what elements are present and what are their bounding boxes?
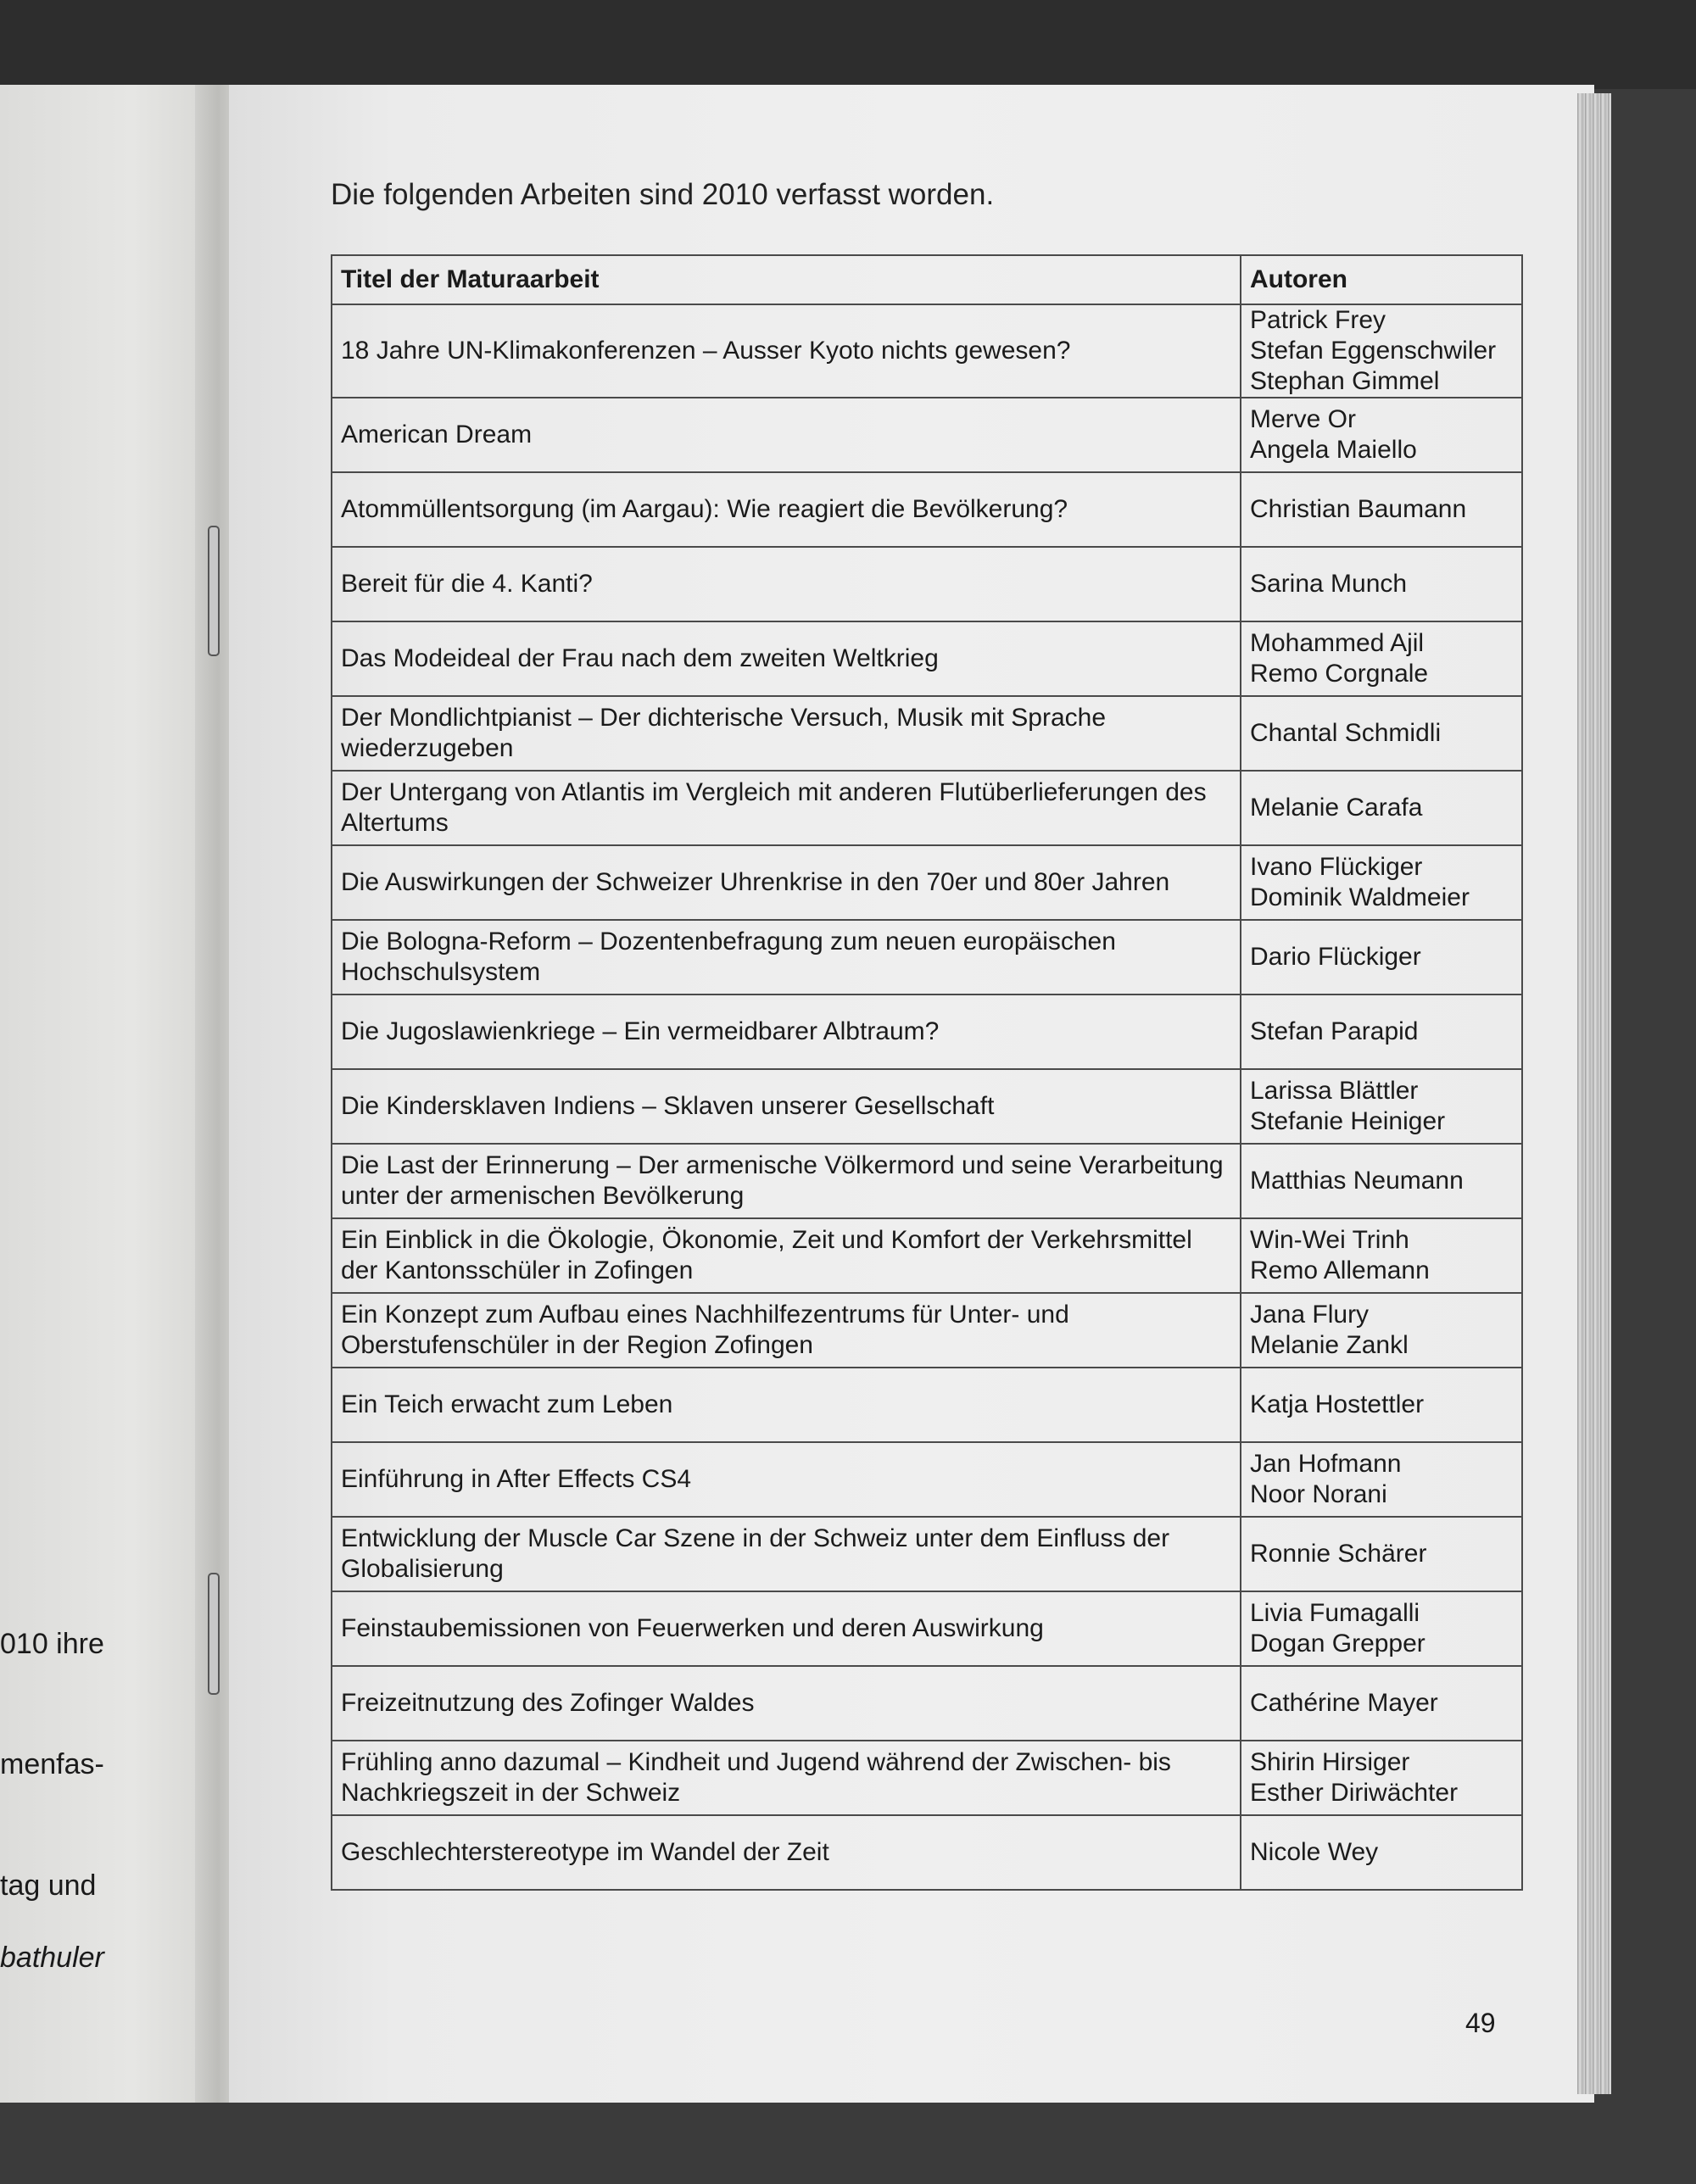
work-title: Die Last der Erinnerung – Der armenische Völkermord und seine Verarbeitung unter der armenischen Bevölkerung: [332, 1144, 1241, 1218]
table-row: [332, 1293, 1522, 1368]
author-name: Stefan Parapid: [1250, 1017, 1419, 1045]
table-row: [332, 994, 1522, 1069]
author-name: Livia Fumagalli: [1250, 1599, 1420, 1627]
work-title: American Dream: [332, 398, 1241, 472]
author-name: Melanie Carafa: [1250, 794, 1423, 822]
staple: [208, 526, 220, 656]
work-authors: [1241, 1591, 1522, 1666]
author-name: Shirin Hirsiger: [1250, 1748, 1410, 1776]
table-row: [332, 547, 1522, 621]
work-title: Entwicklung der Muscle Car Szene in der Schweiz unter dem Einfluss der Globalisierung: [332, 1517, 1241, 1591]
table-row: [332, 472, 1522, 547]
author-name: Win-Wei Trinh: [1250, 1226, 1409, 1254]
left-page-fragment: 010 ihre: [0, 1628, 104, 1660]
author-name: Mohammed Ajil: [1250, 629, 1425, 657]
work-title: Die Auswirkungen der Schweizer Uhrenkrise in den 70er und 80er Jahren: [332, 845, 1241, 920]
staple: [208, 1573, 220, 1695]
page-number: 49: [1465, 2008, 1496, 2038]
author-name: Sarina Munch: [1250, 570, 1408, 598]
page-edge: [1577, 93, 1611, 2094]
table-row: [332, 920, 1522, 994]
work-title: Freizeitnutzung des Zofinger Waldes: [332, 1666, 1241, 1741]
author-name: Angela Maiello: [1250, 436, 1417, 464]
work-title: Die Jugoslawienkriege – Ein vermeidbarer Albtraum?: [332, 994, 1241, 1069]
work-title: Ein Teich erwacht zum Leben: [332, 1368, 1241, 1442]
work-title: Frühling anno dazumal – Kindheit und Jugend während der Zwischen- bis Nachkriegszeit in der Schweiz: [332, 1741, 1241, 1815]
work-authors: [1241, 1666, 1522, 1741]
author-name: Stefanie Heiniger: [1250, 1107, 1446, 1135]
work-title: Der Mondlichtpianist – Der dichterische Versuch, Musik mit Sprache wiederzugeben: [332, 696, 1241, 771]
works-table: [331, 254, 1523, 1891]
work-title: Feinstaubemissionen von Feuerwerken und deren Auswirkung: [332, 1591, 1241, 1666]
work-title: Geschlechterstereotype im Wandel der Zeit: [332, 1815, 1241, 1890]
table-row: [332, 1218, 1522, 1293]
intro-text: Die folgenden Arbeiten sind 2010 verfasst worden.: [331, 178, 995, 211]
work-authors: [1241, 1741, 1522, 1815]
author-name: Esther Diriwächter: [1250, 1779, 1459, 1807]
table-row: [332, 398, 1522, 472]
author-name: Jana Flury: [1250, 1301, 1370, 1329]
work-title: Atommüllentsorgung (im Aargau): Wie reagiert die Bevölkerung?: [332, 472, 1241, 547]
author-name: Chantal Schmidli: [1250, 719, 1442, 747]
author-name: Larissa Blättler: [1250, 1077, 1419, 1105]
work-authors: [1241, 771, 1522, 845]
work-authors: [1241, 304, 1522, 398]
header-title: Titel der Maturaarbeit: [332, 255, 1241, 304]
author-name: Jan Hofmann: [1250, 1450, 1402, 1478]
table-header-row: [332, 255, 1522, 304]
work-title: Ein Konzept zum Aufbau eines Nachhilfezentrums für Unter- und Oberstufenschüler in der Region Zofingen: [332, 1293, 1241, 1368]
table-row: [332, 304, 1522, 398]
table-row: [332, 1368, 1522, 1442]
work-authors: [1241, 398, 1522, 472]
work-authors: [1241, 621, 1522, 696]
table-row: [332, 1591, 1522, 1666]
work-title: Das Modeideal der Frau nach dem zweiten Weltkrieg: [332, 621, 1241, 696]
author-name: Stephan Gimmel: [1250, 367, 1440, 395]
work-title: Die Kindersklaven Indiens – Sklaven unserer Gesellschaft: [332, 1069, 1241, 1144]
work-authors: [1241, 1293, 1522, 1368]
author-name: Cathérine Mayer: [1250, 1689, 1438, 1717]
table-row: [332, 1815, 1522, 1890]
work-authors: [1241, 1442, 1522, 1517]
table-row: [332, 621, 1522, 696]
author-name: Dominik Waldmeier: [1250, 883, 1470, 911]
left-page-fragment: menfas-: [0, 1748, 104, 1780]
scan-background-top: [0, 0, 1696, 89]
left-page-fragment: bathuler: [0, 1942, 104, 1974]
author-name: Dario Flückiger: [1250, 943, 1421, 971]
work-authors: [1241, 472, 1522, 547]
work-title: 18 Jahre UN-Klimakonferenzen – Ausser Kyoto nichts gewesen?: [332, 304, 1241, 398]
table-row: [332, 1517, 1522, 1591]
table-row: [332, 1442, 1522, 1517]
work-title: Die Bologna-Reform – Dozentenbefragung zum neuen europäischen Hochschulsystem: [332, 920, 1241, 994]
work-authors: [1241, 547, 1522, 621]
author-name: Remo Corgnale: [1250, 660, 1429, 688]
author-name: Ronnie Schärer: [1250, 1540, 1427, 1568]
author-name: Stefan Eggenschwiler: [1250, 337, 1497, 365]
work-authors: [1241, 696, 1522, 771]
work-title: Der Untergang von Atlantis im Vergleich mit anderen Flutüberlieferungen des Altertums: [332, 771, 1241, 845]
author-name: Dogan Grepper: [1250, 1630, 1425, 1658]
author-name: Remo Allemann: [1250, 1256, 1430, 1284]
table-row: [332, 1069, 1522, 1144]
author-name: Nicole Wey: [1250, 1838, 1379, 1866]
work-authors: [1241, 1218, 1522, 1293]
author-name: Noor Norani: [1250, 1480, 1387, 1508]
work-authors: [1241, 1144, 1522, 1218]
author-name: Katja Hostettler: [1250, 1390, 1425, 1418]
table-row: [332, 696, 1522, 771]
author-name: Merve Or: [1250, 405, 1357, 433]
table-row: [332, 1144, 1522, 1218]
work-title: Einführung in After Effects CS4: [332, 1442, 1241, 1517]
left-page: [0, 85, 220, 2103]
table-row: [332, 1741, 1522, 1815]
work-authors: [1241, 1069, 1522, 1144]
author-name: Matthias Neumann: [1250, 1167, 1464, 1195]
work-authors: [1241, 1517, 1522, 1591]
header-authors: Autoren: [1241, 255, 1522, 304]
table-row: [332, 1666, 1522, 1741]
author-name: Christian Baumann: [1250, 495, 1467, 523]
author-name: Melanie Zankl: [1250, 1331, 1409, 1359]
work-title: Bereit für die 4. Kanti?: [332, 547, 1241, 621]
left-page-fragment: tag und: [0, 1869, 97, 1902]
work-authors: [1241, 920, 1522, 994]
author-name: Ivano Flückiger: [1250, 853, 1423, 881]
work-authors: [1241, 1815, 1522, 1890]
work-authors: [1241, 994, 1522, 1069]
work-authors: [1241, 845, 1522, 920]
work-title: Ein Einblick in die Ökologie, Ökonomie, Zeit und Komfort der Verkehrsmittel der Kantonsschüler in Zofingen: [332, 1218, 1241, 1293]
table-row: [332, 845, 1522, 920]
table-row: [332, 771, 1522, 845]
author-name: Patrick Frey: [1250, 306, 1386, 334]
work-authors: [1241, 1368, 1522, 1442]
